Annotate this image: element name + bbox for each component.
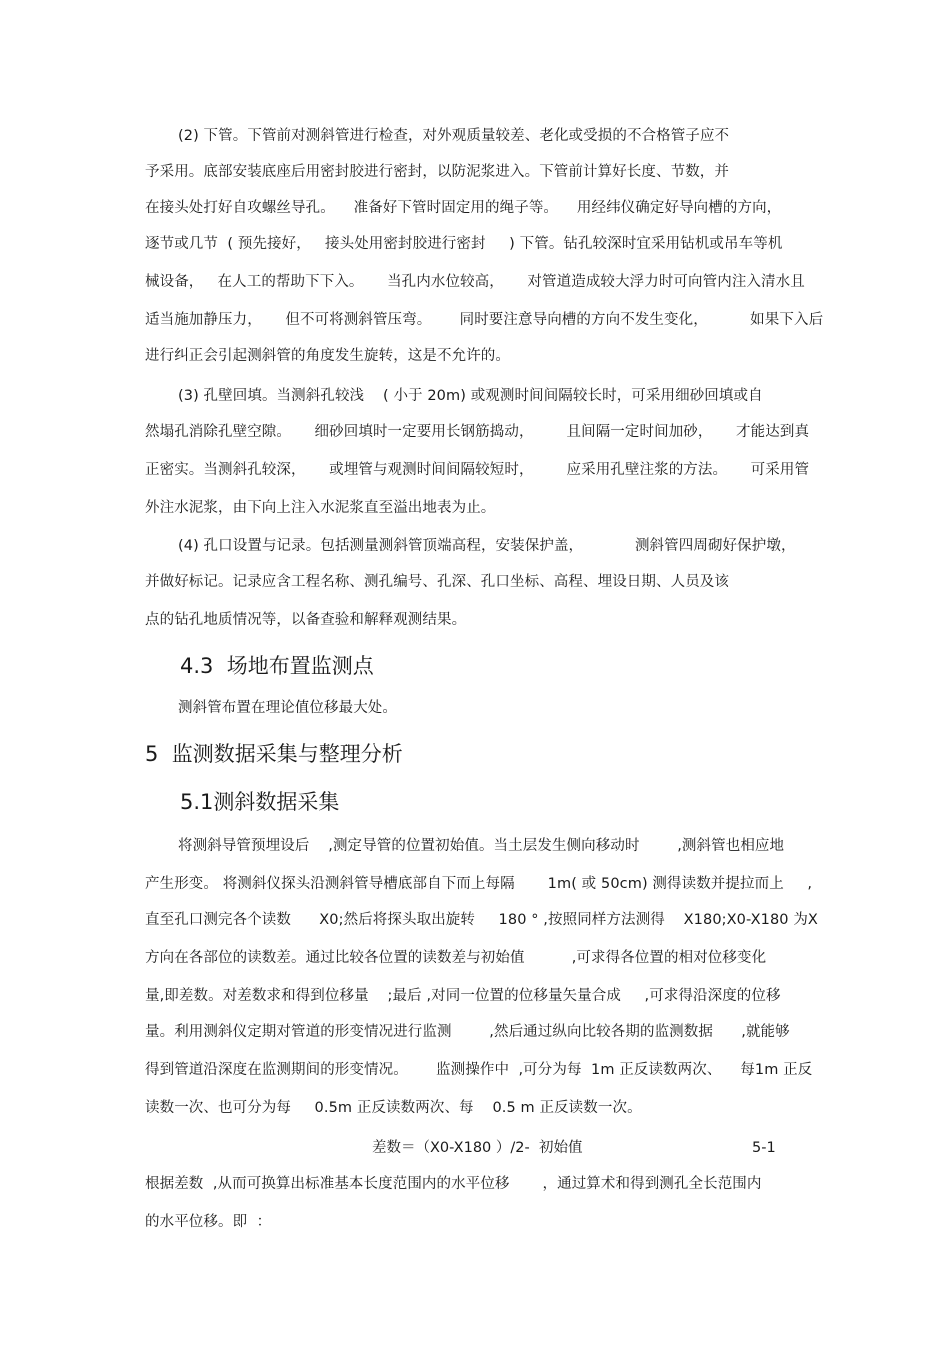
chapter-heading-5: 5 监测数据采集与整理分析 (145, 742, 403, 766)
text-line: 方向在各部位的读数差。通过比较各位置的读数差与初始值 ,可求得各位置的相对位移变化 (145, 950, 767, 966)
text-line: 的水平位移。即 ： (145, 1214, 272, 1230)
text-line: 逐节或几节 ( 预先接好， 接头处用密封胶进行密封 ) 下管。钻孔较深时宜采用钻机或吊车等机 (145, 236, 783, 252)
text-line: 适当施加静压力， 但不可将测斜管压弯。 同时要注意导向槽的方向不发生变化， 如果下入后 (145, 312, 824, 328)
text-line: 在接头处打好自攻螺丝导孔。 准备好下管时固定用的绳子等。 用经纬仪确定好导向槽的方向， (145, 200, 782, 216)
text-line: 量。利用测斜仪定期对管道的形变情况进行监测 ,然后通过纵向比较各期的监测数据 ,就能够 (145, 1024, 790, 1040)
text-line: 予采用。底部安装底座后用密封胶进行密封，以防泥浆进入。下管前计算好长度、节数，并 (145, 164, 729, 180)
equation-number: 5-1 (752, 1140, 776, 1156)
text-line: 根据差数 ,从而可换算出标准基本长度范围内的水平位移 ，通过算术和得到测孔全长范围内 (145, 1176, 762, 1192)
text-line: 并做好标记。记录应含工程名称、测孔编号、孔深、孔口坐标、高程、埋设日期、人员及该 (145, 574, 729, 590)
equation: 差数＝（X0-X180 ）/2- 初始值 (372, 1140, 583, 1156)
text-line: 外注水泥浆，由下向上注入水泥浆直至溢出地表为止。 (145, 500, 496, 516)
text-line: 直至孔口测完各个读数 X0;然后将探头取出旋转 180 ° ,按照同样方法测得 X180;X0-X180 为X (145, 912, 818, 928)
text-line: 测斜管布置在理论值位移最大处。 (178, 700, 397, 716)
text-line: (3) 孔壁回填。当测斜孔较浅 ( 小于 20m) 或观测时间间隔较长时，可采用细砂回填或自 (178, 388, 763, 404)
text-line: 然塌孔消除孔壁空隙。 细砂回填时一定要用长钢筋捣动， 且间隔一定时间加砂， 才能达到真 (145, 424, 810, 440)
text-line: 读数一次、也可分为每 0.5m 正反读数两次、每 0.5 m 正反读数一次。 (145, 1100, 642, 1116)
text-line: (2) 下管。下管前对测斜管进行检查，对外观质量较差、老化或受损的不合格管子应不 (178, 128, 730, 144)
text-line: 得到管道沿深度在监测期间的形变情况。 监测操作中 ,可分为每 1m 正反读数两次、 每1m 正反 (145, 1062, 813, 1078)
section-heading-4-3: 4.3 场地布置监测点 (180, 654, 374, 678)
text-line: 将测斜导管预埋设后 ,测定导管的位置初始值。当土层发生侧向移动时 ,测斜管也相应地 (178, 838, 785, 854)
text-line: 进行纠正会引起测斜管的角度发生旋转，这是不允许的。 (145, 348, 510, 364)
text-line: 正密实。当测斜孔较深， 或埋管与观测时间间隔较短时， 应采用孔壁注浆的方法。 可采用管 (145, 462, 810, 478)
text-line: 产生形变。 将测斜仪探头沿测斜管导槽底部自下而上每隔 1m( 或 50cm) 测得读数并提拉而上 , (145, 876, 813, 892)
text-line: 量,即差数。对差数求和得到位移量 ;最后 ,对同一位置的位移量矢量合成 ,可求得沿深度的位移 (145, 988, 781, 1004)
text-line: 械设备， 在人工的帮助下下入。 当孔内水位较高， 对管道造成较大浮力时可向管内注入清水且 (145, 274, 805, 290)
text-line: 点的钻孔地质情况等，以备查验和解释观测结果。 (145, 612, 467, 628)
text-line: (4) 孔口设置与记录。包括测量测斜管顶端高程，安装保护盖， 测斜管四周砌好保护墩， (178, 538, 796, 554)
section-heading-5-1: 5.1测斜数据采集 (180, 790, 340, 814)
